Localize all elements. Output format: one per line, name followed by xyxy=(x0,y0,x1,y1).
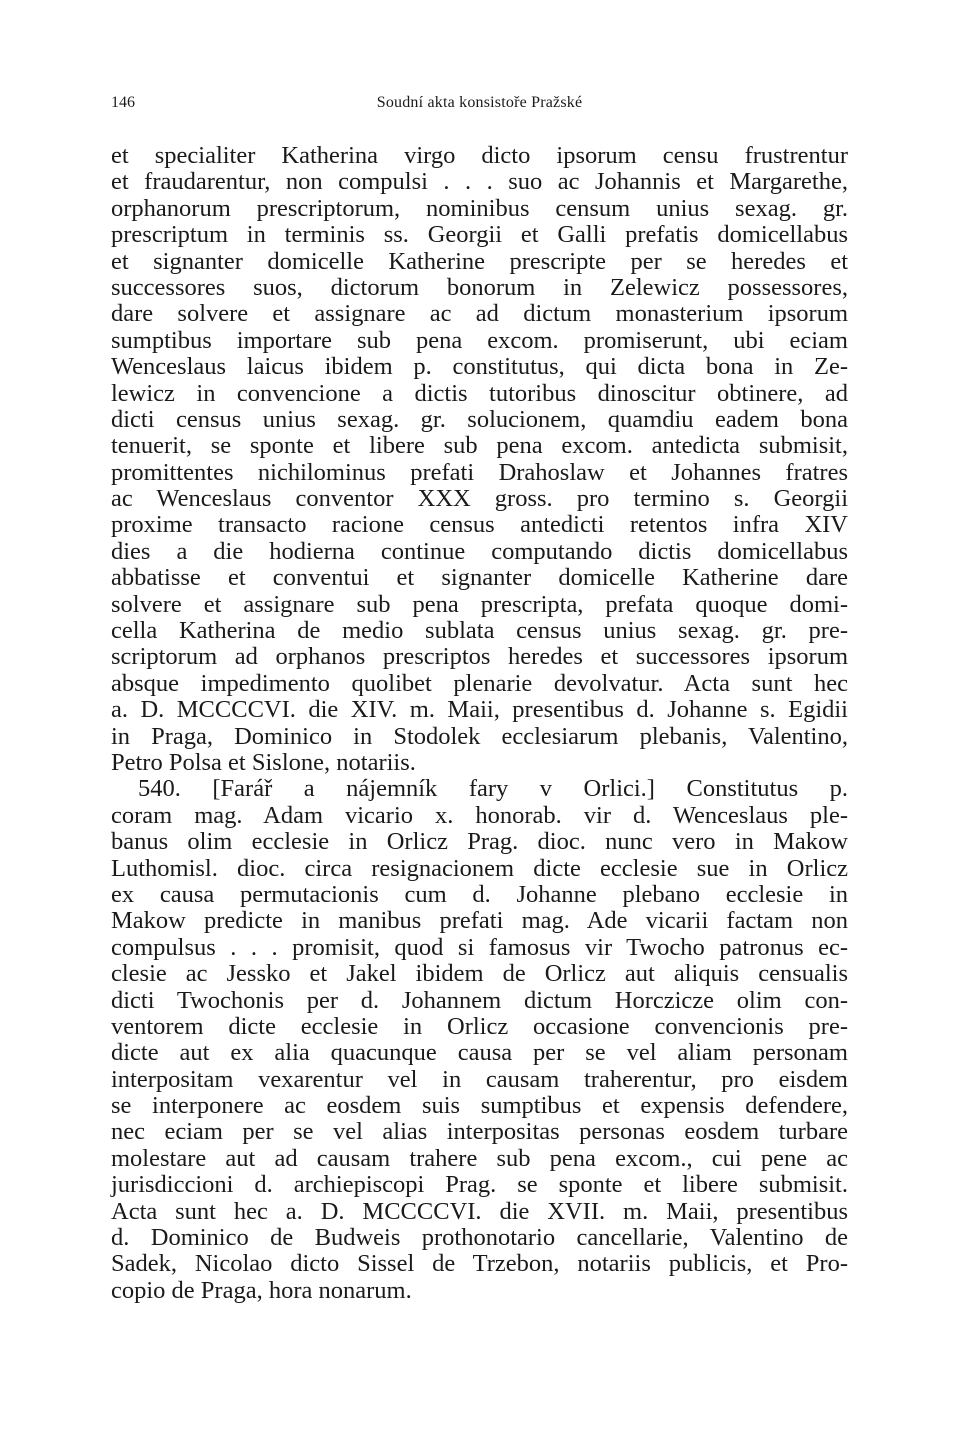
text-line: dare solvere et assignare ac ad dictum monasterium ipsorum xyxy=(111,300,848,328)
text-line: ventorem dicte ecclesie in Orlicz occasione convencionis pre- xyxy=(111,1012,848,1040)
text-line: orphanorum prescriptorum, nominibus censum unius sexag. gr. xyxy=(111,194,848,222)
text-line: in Praga, Dominico in Stodolek ecclesiarum plebanis, Valentino, xyxy=(111,722,848,750)
text-line: promittentes nichilominus prefati Drahoslaw et Johannes fratres xyxy=(111,458,848,486)
text-line: successores suos, dictorum bonorum in Zelewicz possessores, xyxy=(111,273,848,301)
text-line: cella Katherina de medio sublata census unius sexag. gr. pre- xyxy=(111,617,848,645)
text-line: Acta sunt hec a. D. MCCCCVI. die XVII. m. Maii, presentibus xyxy=(111,1197,848,1225)
text-line: nec eciam per se vel alias interpositas personas eosdem turbare xyxy=(111,1118,848,1146)
text-line: molestare aut ad causam trahere sub pena excom., cui pene ac xyxy=(111,1144,848,1172)
text-line: abbatisse et conventui et signanter domicelle Katherine dare xyxy=(111,564,848,592)
text-line: Petro Polsa et Sislone, notariis. xyxy=(111,748,416,776)
text-line: ex causa permutacionis cum d. Johanne plebano ecclesie in xyxy=(111,880,848,908)
entry-heading-line: 540. [Farář a nájemník fary v Orlici.] Constitutus p. xyxy=(138,775,848,803)
text-line: dicti Twochonis per d. Johannem dictum Horczicze olim con- xyxy=(111,986,848,1014)
text-line: interpositam vexarentur vel in causam traherentur, pro eisdem xyxy=(111,1065,848,1093)
text-line: et signanter domicelle Katherine prescripte per se heredes et xyxy=(111,247,848,275)
text-line: coram mag. Adam vicario x. honorab. vir d. Wenceslaus ple- xyxy=(111,801,848,829)
text-line: ac Wenceslaus conventor XXX gross. pro termino s. Georgii xyxy=(111,485,848,513)
text-line: Luthomisl. dioc. circa resignacionem dicte ecclesie sue in Orlicz xyxy=(111,854,848,882)
text-line: sumptibus importare sub pena excom. promiserunt, ubi eciam xyxy=(111,326,848,354)
text-line: banus olim ecclesie in Orlicz Prag. dioc. nunc vero in Makow xyxy=(111,828,848,856)
text-line: Wenceslaus laicus ibidem p. constitutus, qui dicta bona in Ze- xyxy=(111,353,848,381)
text-line: d. Dominico de Budweis prothonotario cancellarie, Valentino de xyxy=(111,1224,848,1252)
text-line: copio de Praga, hora nonarum. xyxy=(111,1276,412,1304)
text-line: Sadek, Nicolao dicto Sissel de Trzebon, notariis publicis, et Pro- xyxy=(111,1250,848,1278)
text-line: tenuerit, se sponte et libere sub pena excom. antedicta submisit, xyxy=(111,432,848,460)
text-line: scriptorum ad orphanos prescriptos heredes et successores ipsorum xyxy=(111,643,848,671)
text-line: lewicz in convencione a dictis tutoribus dinoscitur obtinere, ad xyxy=(111,379,848,407)
text-line: clesie ac Jessko et Jakel ibidem de Orlicz aut aliquis censualis xyxy=(111,960,848,988)
running-title: Soudní akta konsistoře Pražské xyxy=(376,94,583,111)
page-number: 146 xyxy=(111,94,135,111)
body-text xyxy=(111,143,848,1304)
text-line: dies a die hodierna continue computando dictis domicellabus xyxy=(111,537,848,565)
text-line: dicte aut ex alia quacunque causa per se vel aliam personam xyxy=(111,1039,848,1067)
text-line: jurisdiccioni d. archiepiscopi Prag. se sponte et libere submisit. xyxy=(111,1171,848,1199)
text-line: proxime transacto racione census antedicti retentos infra XIV xyxy=(111,511,848,539)
text-line: dicti census unius sexag. gr. solucionem, quamdiu eadem bona xyxy=(111,405,848,433)
text-line: solvere et assignare sub pena prescripta, prefata quoque domi- xyxy=(111,590,848,618)
text-line: et specialiter Katherina virgo dicto ipsorum censu frustrentur xyxy=(111,142,848,169)
text-line: a. D. MCCCCVI. die XIV. m. Maii, presentibus d. Johanne s. Egidii xyxy=(111,696,848,724)
running-header xyxy=(111,92,848,114)
text-line: prescriptum in terminis ss. Georgii et Galli prefatis domicellabus xyxy=(111,221,848,249)
text-line: absque impedimento quolibet plenarie devolvatur. Acta sunt hec xyxy=(111,669,848,697)
text-line: Makow predicte in manibus prefati mag. Ade vicarii factam non xyxy=(111,907,848,935)
text-line: se interponere ac eosdem suis sumptibus et expensis defendere, xyxy=(111,1092,848,1120)
text-line: compulsus . . . promisit, quod si famosus vir Twocho patronus ec- xyxy=(111,933,848,961)
text-line: et fraudarentur, non compulsi . . . suo ac Johannis et Margarethe, xyxy=(111,168,848,196)
